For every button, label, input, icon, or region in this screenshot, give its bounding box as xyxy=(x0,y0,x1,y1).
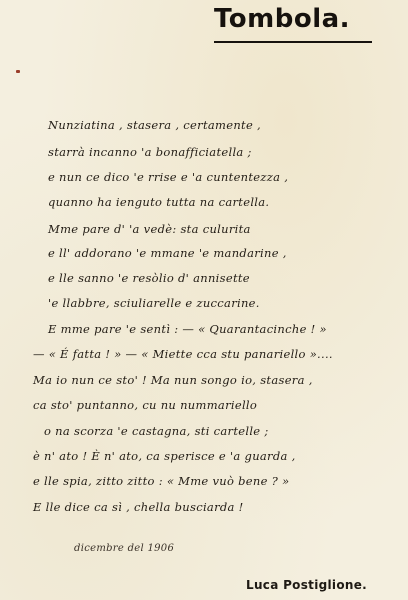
title-underline xyxy=(214,41,372,43)
poem-line: e lle sanno 'e resòlio d' annisette xyxy=(48,271,250,285)
poem-line: Nunziatina , stasera , certamente , xyxy=(48,118,261,132)
poem-line: E mme pare 'e sentì : — « Quarantacinche ! » xyxy=(48,322,327,336)
poem-line: e ll' addorano 'e mmane 'e mandarine , xyxy=(48,246,287,260)
poem-line: Ma io nun ce sto' ! Ma nun songo io, stasera , xyxy=(33,373,313,387)
poem-line: è n' ato ! È n' ato, ca sperisce e 'a guarda , xyxy=(33,449,296,463)
paper-speck xyxy=(16,70,20,73)
poem-line: — « É fatta ! » — « Miette cca stu panariello ».... xyxy=(33,347,333,361)
poem-line: Mme pare d' 'a vedè: sta culurita xyxy=(48,222,251,236)
date-line: dicembre del 1906 xyxy=(74,543,175,554)
poem-line: E lle dice ca sì , chella busciarda ! xyxy=(33,500,244,514)
poem-line: e nun ce dico 'e rrise e 'a cuntentezza , xyxy=(48,170,289,184)
poem-line: o na scorza 'e castagna, sti cartelle ; xyxy=(44,424,269,438)
poem-line: 'e llabbre, sciuliarelle e zuccarine. xyxy=(48,296,260,310)
poem-line: e lle spia, zitto zitto : « Mme vuò bene ? » xyxy=(33,474,290,488)
poem-title: Tombola. xyxy=(214,4,351,34)
poem-line: starrà incanno 'a bonafficiatella ; xyxy=(48,145,252,159)
poem-line: quanno ha ienguto tutta na cartella. xyxy=(48,195,270,209)
author-signature: Luca Postiglione. xyxy=(246,578,368,592)
poem-line: ca sto' puntanno, cu nu nummariello xyxy=(33,398,258,412)
